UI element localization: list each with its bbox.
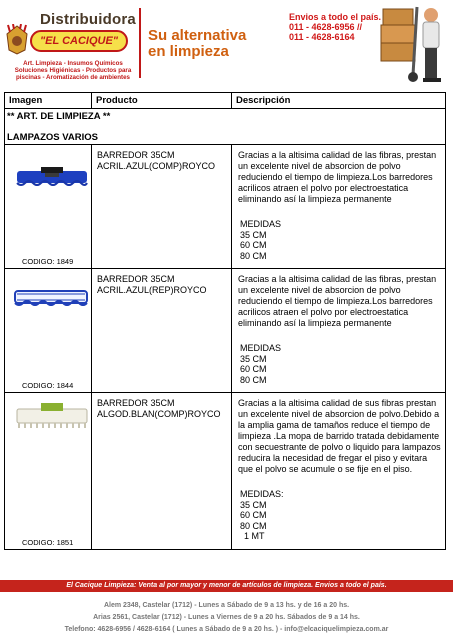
tagline-line: Su alternativa [148, 27, 247, 44]
column-header-image: Imagen [5, 93, 92, 109]
measures-block [232, 475, 445, 542]
table-row [5, 145, 446, 269]
header-banner [0, 0, 453, 88]
table-row [5, 393, 446, 550]
delivery-info [289, 12, 381, 42]
product-line: ACRIL.AZUL(COMP)ROYCO [97, 161, 216, 171]
image-cell [5, 145, 92, 269]
white-mop-icon [15, 401, 89, 429]
brand-name: Distribuidora [40, 11, 136, 28]
product-name [92, 393, 231, 420]
blue-mop-refill-icon [13, 285, 89, 309]
delivery-line: Envios a todo el país. [289, 12, 382, 22]
brand-line: Soluciones Higiénicas - Productos para [14, 67, 132, 75]
product-table [4, 92, 446, 550]
section-cell [5, 109, 446, 145]
tagline-line: en limpieza [148, 43, 229, 60]
header-divider [139, 8, 141, 78]
brand-badge: "EL CACIQUE" [30, 30, 128, 52]
description-cell [232, 269, 446, 393]
brand-line: piscinas - Aromatización de ambientes [16, 74, 130, 82]
category-title: ** ART. DE LIMPIEZA ** [7, 111, 111, 122]
product-line: ACRIL.AZUL(REP)ROYCO [97, 285, 207, 295]
section-row [5, 109, 446, 145]
measures-block [232, 205, 445, 261]
footer-contact [0, 600, 453, 636]
image-cell [5, 269, 92, 393]
measures-block [232, 329, 445, 385]
measures-title: MEDIDAS [240, 219, 282, 229]
chief-headdress-icon [4, 24, 30, 56]
product-cell [92, 393, 232, 550]
product-code: CODIGO: 1844 [22, 381, 74, 390]
tagline [148, 28, 246, 60]
measure-value: 80 CM [240, 520, 267, 531]
subcategory-title: LAMPAZOS VARIOS [7, 132, 98, 143]
blue-mop-icon [15, 165, 89, 189]
column-header-description: Descripción [232, 93, 446, 109]
product-code: CODIGO: 1851 [22, 538, 74, 547]
description-cell [232, 145, 446, 269]
product-line: ALGOD.BLAN(COMP)ROYCO [97, 409, 221, 419]
delivery-line: 011 - 4628-6164 [289, 32, 355, 42]
measure-value: 80 CM [240, 374, 267, 385]
footer-address-line: Arias 2561, Castelar (1712) - Lunes a Viernes de 9 a 20 hs. Sábados de 9 a 14 hs. [93, 614, 360, 621]
product-description: Gracias a la altisima calidad de sus fibras prestan un excelente nivel de absorcion de polvo.Debido a la amplia gama de tamaños reduce el tiempo de limpieza .La mopa de barrido tratada debidamente con secuestrante de polvo o liquido para lampazos reducira la necesidad de fregar el piso y evitara que el polvo se acumule o se fije en el piso. [238, 398, 441, 474]
column-header-product: Producto [92, 93, 232, 109]
delivery-line: 011 - 4628-6956 // [289, 22, 363, 32]
product-name [92, 269, 231, 296]
measure-value: 80 CM [240, 250, 267, 261]
table-row [5, 269, 446, 393]
product-description: Gracias a la altisima calidad de las fibras, prestan un excelente nivel de absorcion de polvo reduciendo el tiempo de limpieza.Los barredores acrilicos atraen el polvo por electroestatica eliminando así la limpieza permanente [238, 274, 437, 328]
product-line: BARREDOR 35CM [97, 150, 175, 160]
delivery-worker-icon [373, 3, 451, 85]
measure-value: 1 MT [244, 531, 265, 541]
footer-strip: El Cacique Limpieza: Venta al por mayor y menor de artículos de limpieza. Envios a todo el país. [0, 580, 453, 592]
measures-title: MEDIDAS: [240, 489, 284, 499]
product-name [92, 145, 231, 172]
description-cell [232, 393, 446, 550]
product-code: CODIGO: 1849 [22, 257, 74, 266]
product-cell [92, 269, 232, 393]
measures-title: MEDIDAS [240, 343, 282, 353]
product-cell [92, 145, 232, 269]
footer-phone-line: Telefono: 4628-6956 / 4628-6164 ( Lunes a Sábado de 9 a 20 hs. ) - info@elcaciquelimpieza.com.ar [64, 626, 389, 633]
image-cell [5, 393, 92, 550]
measure-value: 35 CM [240, 229, 267, 240]
product-description: Gracias a la altisima calidad de las fibras, prestan un excelente nivel de absorcion de polvo reduciendo el tiempo de limpieza.Los barredores acrilicos atraen el polvo por electroestatica eliminando así la limpieza permanente [238, 150, 437, 204]
brand-line: Art. Limpieza - Insumos Químicos [23, 60, 123, 67]
measure-value: 60 CM [240, 510, 267, 520]
measure-value: 60 CM [240, 240, 267, 250]
product-line: BARREDOR 35CM [97, 274, 175, 284]
measure-value: 35 CM [240, 353, 267, 364]
footer-address-line: Alem 2348, Castelar (1712) - Lunes a Sábado de 9 a 13 hs. y de 16 a 20 hs. [103, 602, 350, 609]
product-line: BARREDOR 35CM [97, 398, 175, 408]
table-header-row [5, 93, 446, 109]
brand-services [6, 60, 140, 82]
measure-value: 60 CM [240, 364, 267, 374]
measure-value: 35 CM [240, 499, 267, 510]
